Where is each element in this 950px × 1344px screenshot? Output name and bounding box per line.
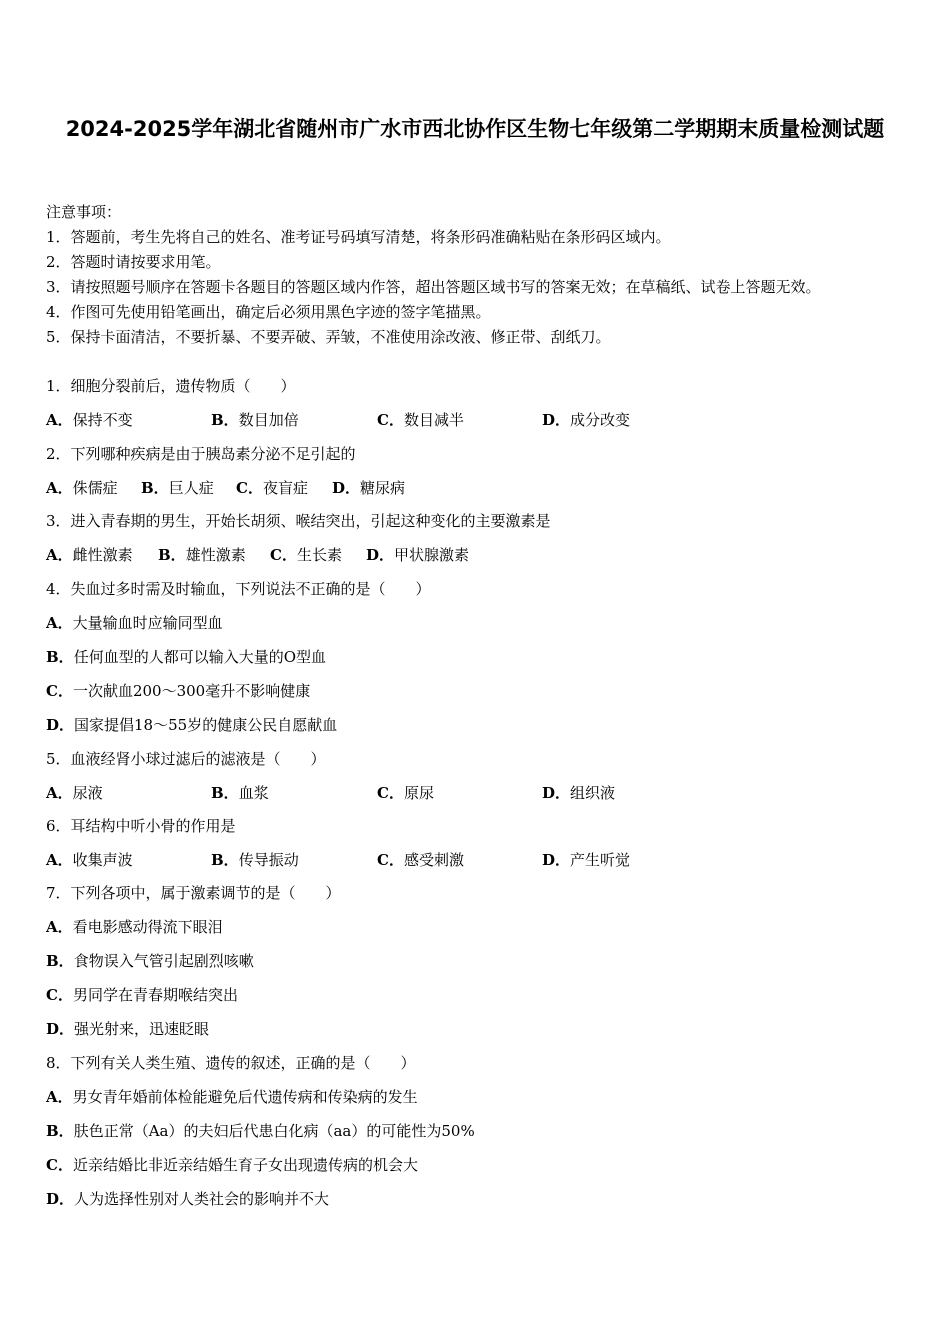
option-letter: B． — [211, 784, 239, 802]
option-text: 夜盲症 — [262, 479, 308, 497]
option-text: 雄性激素 — [185, 546, 246, 564]
option-text: 保持不变 — [72, 411, 133, 429]
option-text: 收集声波 — [72, 851, 133, 869]
exam-title: 2024-2025学年湖北省随州市广水市西北协作区生物七年级第二学期期末质量检测试题 — [65, 117, 885, 141]
option-letter: D． — [542, 851, 571, 869]
option-letter: B． — [211, 411, 239, 429]
option-text: 看电影感动得流下眼泪 — [72, 918, 223, 936]
option-letter: D． — [46, 716, 75, 734]
option-text: 生长素 — [296, 546, 342, 564]
option-letter: B． — [158, 546, 186, 564]
option-letter: D． — [332, 479, 361, 497]
option-text: 肤色正常（Aa）的夫妇后代患白化病（aa）的可能性为50% — [73, 1122, 475, 1140]
notice-item: 1．答题前，考生先将自己的姓名、准考证号码填写清楚，将条形码准确粘贴在条形码区域内。 — [46, 228, 671, 246]
option-row — [46, 1121, 475, 1141]
option-text: 尿液 — [72, 784, 103, 802]
question-stem: 4．失血过多时需及时输血，下列说法不正确的是（ ） — [46, 580, 431, 598]
option-text: 产生听觉 — [570, 851, 631, 869]
option-letter: A． — [46, 479, 73, 497]
option-letter: C． — [236, 479, 263, 497]
option-letter: C． — [377, 851, 404, 869]
question-stem: 2．下列哪种疾病是由于胰岛素分泌不足引起的 — [46, 445, 356, 463]
question-stem: 7．下列各项中，属于激素调节的是（ ） — [46, 884, 341, 902]
option-text: 数目加倍 — [238, 411, 299, 429]
option-letter: D． — [46, 1020, 75, 1038]
option-row — [46, 613, 223, 633]
option-row — [46, 1019, 209, 1039]
option-row — [46, 715, 337, 735]
option-letter: C． — [46, 986, 73, 1004]
notice-item: 2．答题时请按要求用笔。 — [46, 253, 221, 271]
question-stem: 8．下列有关人类生殖、遗传的叙述，正确的是（ ） — [46, 1054, 416, 1072]
notice-item: 5．保持卡面清洁，不要折暴、不要弄破、弄皱，不准使用涂改液、修正带、刮纸刀。 — [46, 328, 611, 346]
option-text: 人为选择性别对人类社会的影响并不大 — [74, 1190, 330, 1208]
option-text: 一次献血200～300毫升不影响健康 — [72, 682, 311, 700]
option-text: 感受刺激 — [403, 851, 464, 869]
option-text: 男女青年婚前体检能避免后代遗传病和传染病的发生 — [72, 1088, 418, 1106]
option-text: 国家提倡18～55岁的健康公民自愿献血 — [74, 716, 338, 734]
option-row — [46, 985, 238, 1005]
option-text: 传导振动 — [238, 851, 299, 869]
option-text: 大量输血时应输同型血 — [72, 614, 223, 632]
option-letter: D． — [366, 546, 395, 564]
option-row — [46, 681, 310, 701]
option-letter: A． — [46, 546, 73, 564]
question-stem: 3．进入青春期的男生，开始长胡须、喉结突出，引起这种变化的主要激素是 — [46, 512, 551, 530]
option-letter: A． — [46, 1088, 73, 1106]
option-text: 甲状腺激素 — [394, 546, 470, 564]
option-text: 男同学在青春期喉结突出 — [72, 986, 238, 1004]
option-letter: A． — [46, 851, 73, 869]
option-text: 强光射来，迅速眨眼 — [74, 1020, 210, 1038]
option-letter: D． — [542, 784, 571, 802]
option-letter: B． — [46, 952, 74, 970]
option-text: 任何血型的人都可以输入大量的O型血 — [73, 648, 326, 666]
notice-item: 3．请按照题号顺序在答题卡各题目的答题区域内作答，超出答题区域书写的答案无效；在草稿纸、试卷上答题无效。 — [46, 278, 821, 296]
option-text: 原尿 — [403, 784, 434, 802]
option-letter: C． — [46, 682, 73, 700]
question-stem: 1．细胞分裂前后，遗传物质（ ） — [46, 377, 296, 395]
option-row — [46, 1189, 329, 1209]
option-letter: D． — [542, 411, 571, 429]
option-letter: A． — [46, 918, 73, 936]
option-letter: B． — [46, 1122, 74, 1140]
option-text: 成分改变 — [570, 411, 631, 429]
option-letter: A． — [46, 411, 73, 429]
option-letter: B． — [141, 479, 169, 497]
notice-heading: 注意事项： — [46, 203, 122, 221]
option-row — [46, 1155, 418, 1175]
notice-item: 4．作图可先使用铅笔画出，确定后必须用黑色字迹的签字笔描黑。 — [46, 303, 491, 321]
option-letter: D． — [46, 1190, 75, 1208]
question-stem: 5．血液经肾小球过滤后的滤液是（ ） — [46, 750, 326, 768]
option-text: 组织液 — [570, 784, 616, 802]
option-text: 近亲结婚比非近亲结婚生育子女出现遗传病的机会大 — [72, 1156, 418, 1174]
option-text: 数目减半 — [403, 411, 464, 429]
option-text: 食物误入气管引起剧烈咳嗽 — [73, 952, 254, 970]
option-letter: B． — [46, 648, 74, 666]
option-text: 糖尿病 — [360, 479, 406, 497]
option-letter: C． — [46, 1156, 73, 1174]
option-letter: C． — [377, 784, 404, 802]
option-row — [46, 951, 254, 971]
question-stem: 6．耳结构中听小骨的作用是 — [46, 817, 236, 835]
option-row — [46, 647, 326, 667]
option-text: 雌性激素 — [72, 546, 133, 564]
option-letter: C． — [377, 411, 404, 429]
option-row — [46, 1087, 418, 1107]
option-text: 侏儒症 — [72, 479, 118, 497]
option-letter: C． — [270, 546, 297, 564]
option-text: 血浆 — [238, 784, 269, 802]
option-letter: B． — [211, 851, 239, 869]
option-letter: A． — [46, 614, 73, 632]
option-row — [46, 917, 223, 937]
option-letter: A． — [46, 784, 73, 802]
option-text: 巨人症 — [168, 479, 214, 497]
